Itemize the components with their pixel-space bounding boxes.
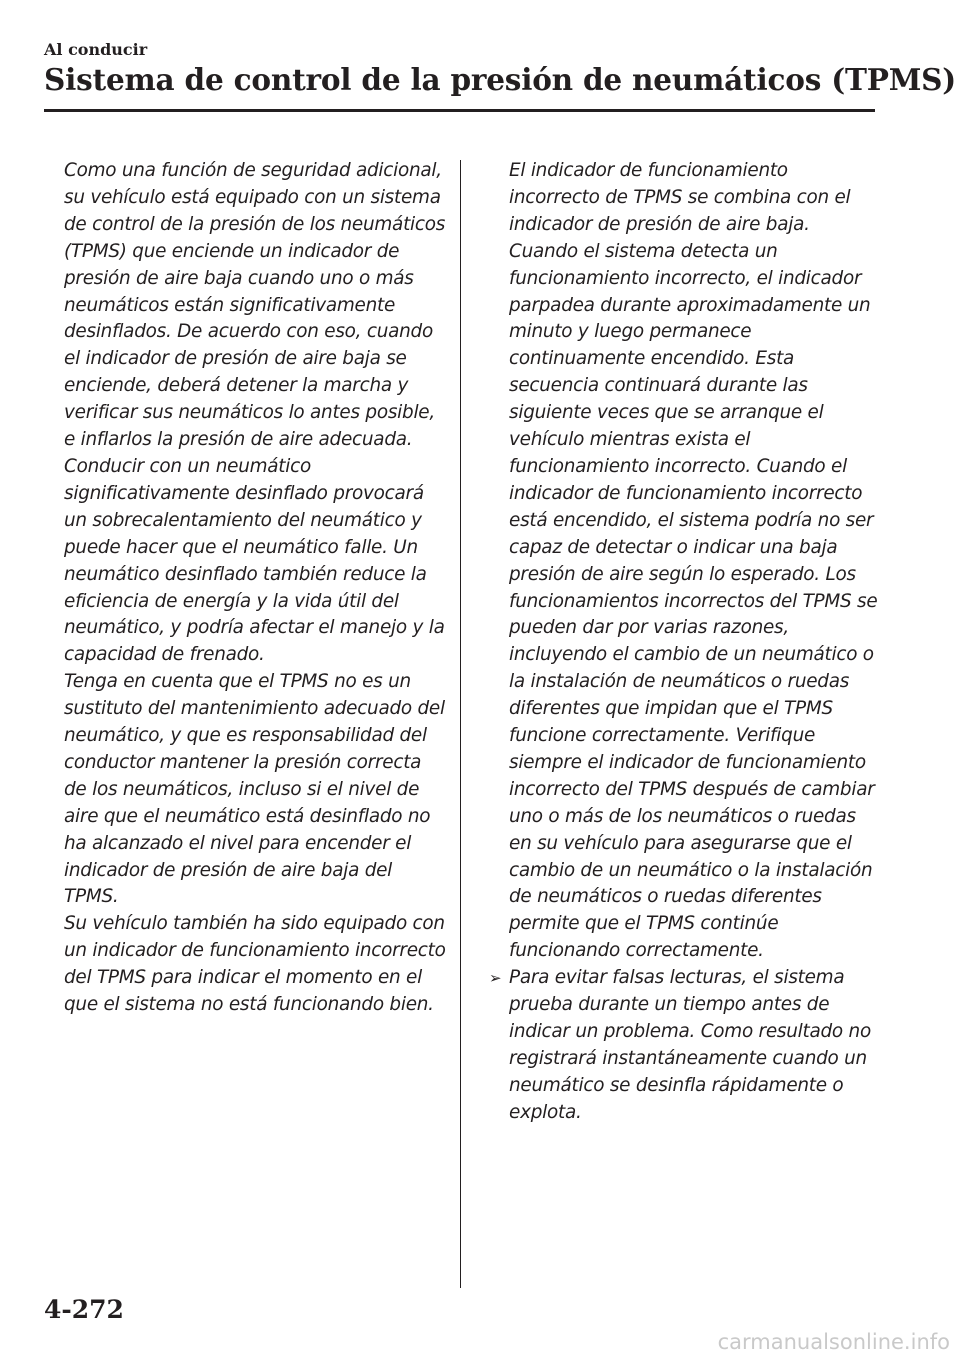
right-column [489, 158, 879, 1127]
paragraph-tpms-maintenance: Tenga en cuenta que el TPMS no es un sustituto del mantenimiento adecuado del neumático, y que es responsabilidad del conductor mantener la presión correcta de los neumáticos, incluso si el nivel de aire que el neumático está desinflado no ha alcanzado el nivel para encender el indicador de presión de aire baja del TPMS. [64, 671, 445, 908]
note-text: Para evitar falsas lecturas, el sistema prueba durante un tiempo antes de indicar un problema. Como resultado no registrará instantáneamente cuando un neumático se desinfla rápidamente o explota. [509, 967, 871, 1123]
paragraph-tpms-intro: Como una función de seguridad adicional, su vehículo está equipado con un sistema de control de la presión de los neumáticos (TPMS) que enciende un indicador de presión de aire baja cuando uno o más neumáticos están significativamente desinflados. De acuerdo con eso, cuando el indicador de presión de aire baja se enciende, deberá detener la marcha y verificar sus neumáticos lo antes posible, e inflarlos la presión de aire adecuada. Conducir con un neumático significativamente desinflado provocará un sobrecalentamiento del neumático y puede hacer que el neumático falle. Un neumático desinflado también reduce la eficiencia de energía y la vida útil del neumático, y podría afectar el manejo y la capacidad de frenado. [64, 160, 446, 666]
arrow-bullet-icon: ➢ [489, 969, 502, 988]
page-title: Sistema de control de la presión de neumáticos (TPMS) [44, 62, 957, 97]
paragraph-malfunction-indicator: Su vehículo también ha sido equipado con un indicador de funcionamiento incorrecto del TPMS para indicar el momento en el que el sistema no está funcionando bien. [64, 913, 446, 1016]
paragraph-malfunction-behavior: El indicador de funcionamiento incorrecto de TPMS se combina con el indicador de presión de aire baja. Cuando el sistema detecta un funcionamiento incorrecto, el indicador parpadea durante aproximadamente un minuto y luego permanece continuamente encendido. Esta secuencia continuará durante las siguiente veces que se arranque el vehículo mientras exista el funcionamiento incorrecto. Cuando el indicador de funcionamiento incorrecto está encendido, el sistema podría no ser capaz de detectar o indicar una baja presión de aire según lo esperado. Los funcionamientos incorrectos del TPMS se pueden dar por varias razones, incluyendo el cambio de un neumático o la instalación de neumáticos o ruedas diferentes que impidan que el TPMS funcione correctamente. Verifique siempre el indicador de funcionamiento incorrecto del TPMS después de cambiar uno o más de los neumáticos o ruedas en su vehículo para asegurarse que el cambio de un neumático o la instalación de neumáticos o ruedas diferentes permite que el TPMS continúe funcionando correctamente. [509, 160, 878, 962]
section-label: Al conducir [44, 40, 148, 59]
watermark: carmanualsonline.info [717, 1330, 950, 1354]
page-number: 4-272 [44, 1295, 124, 1324]
column-divider [460, 160, 461, 1288]
title-rule [44, 109, 875, 112]
note-item [489, 965, 879, 1126]
left-column [64, 158, 449, 1019]
